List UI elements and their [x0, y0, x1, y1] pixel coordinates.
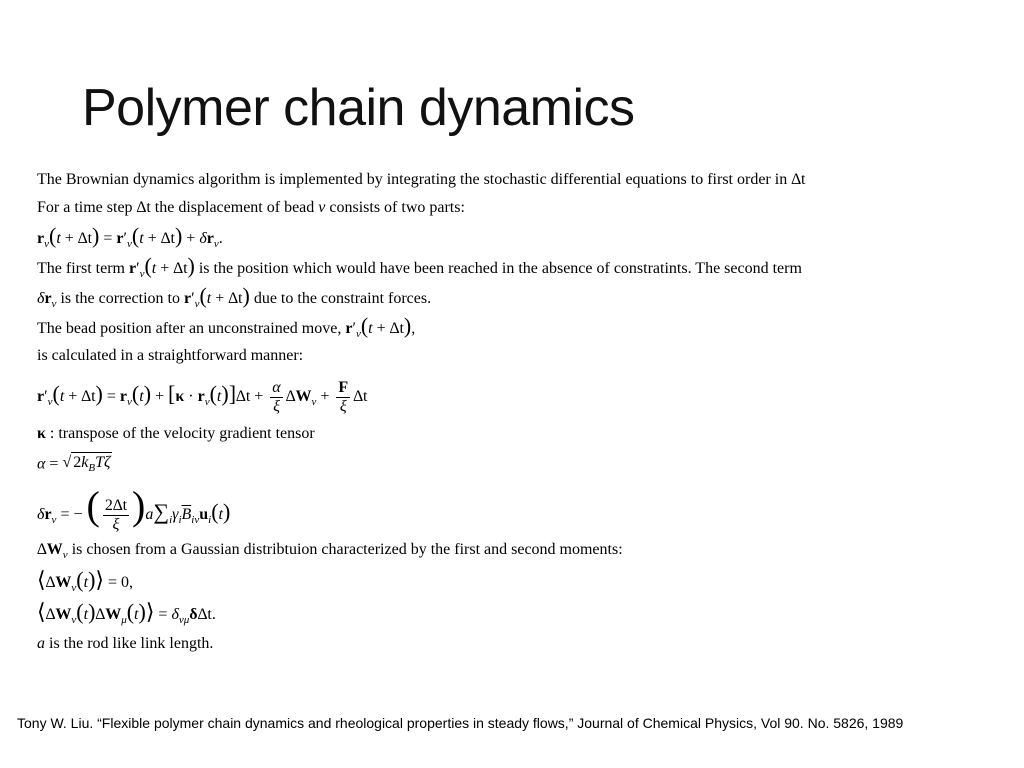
- link-length-line: [37, 634, 213, 654]
- displacement-equation: $r_\nu(t + \Delta t) = r'_\nu(t + \Delta t) + \delta r_\nu$.: [37, 223, 223, 250]
- timestep-text: For a time step ∆t the displacement of bead: [37, 199, 315, 216]
- first-moment: $⟨\Delta W_\nu(t)⟩ = 0$,: [37, 567, 134, 594]
- link-length-text: is the rod like link length.: [49, 635, 214, 652]
- correction-text: is the correction to: [60, 290, 180, 307]
- intro-line: The Brownian dynamics algorithm is implemented by integrating the stochastic differential equations to first order in ∆t: [37, 171, 806, 188]
- citation: Tony W. Liu. “Flexible polymer chain dynamics and rheological properties in steady flows,” Journal of Chemical Physics, Vol 90. No. 5826, 1989: [17, 715, 904, 731]
- constraint-text: due to the constraint forces.: [253, 290, 432, 307]
- kappa-line: κ : transpose of the velocity gradient tensor: [37, 425, 315, 442]
- calculated-line: is calculated in a straightforward manner:: [37, 347, 304, 364]
- update-equation: $r'_\nu(t + \Delta t) = r_\nu(t) + [\kappa \cdot r_\nu(t)]\Delta t$ + $\frac{\alpha}{\xi}$ $\Delta W_\nu$ + $\frac{F}{\xi}$ ∆t: [37, 378, 368, 415]
- alpha-equation: α = √ $2k_BT\zeta$: [37, 452, 112, 478]
- second-moment: $⟨\Delta W_\nu(t)\Delta W_\mu(t)⟩ = \delta_{\nu\mu}\delta\Delta t$.: [37, 599, 216, 626]
- gaussian-line: $\Delta W_\nu$ is chosen from a Gaussian distribtuion characterized by the first and second moments:: [37, 541, 623, 561]
- correction-equation: $\delta r_\nu$ = − ( $\frac{2\Delta t}{\xi}$ )$a\sum_i\gamma_i\overline{B}_{i\nu}u_i(t)$: [37, 483, 231, 533]
- gaussian-text: is chosen from a Gaussian distribtuion characterized by the first and second moments:: [71, 541, 623, 558]
- first-term-explanation: is the position which would have been reached in the absence of constratints. The second term: [198, 260, 802, 277]
- unconstrained-line: The bead position after an unconstrained move, $r'_\nu(t + \Delta t)$,: [37, 313, 416, 340]
- link-symbol: a: [37, 635, 45, 652]
- second-term-line: $\delta r_\nu$ is the correction to $r'_\nu(t + \Delta t)$ due to the constraint forces.: [37, 283, 432, 310]
- timestep-text-end: consists of two parts:: [329, 199, 465, 216]
- first-term-text: The first term: [37, 260, 125, 277]
- slide-title: Polymer chain dynamics: [82, 79, 635, 137]
- kappa-definition: transpose of the velocity gradient tensor: [58, 425, 315, 442]
- bead-symbol: ν: [318, 199, 326, 216]
- unconstrained-text: The bead position after an unconstrained move,: [37, 320, 342, 337]
- first-term-line: The first term $r'_\nu(t + \Delta t)$ is the position which would have been reached in the absence of constratints. The second term: [37, 253, 802, 280]
- timestep-line: [37, 198, 465, 218]
